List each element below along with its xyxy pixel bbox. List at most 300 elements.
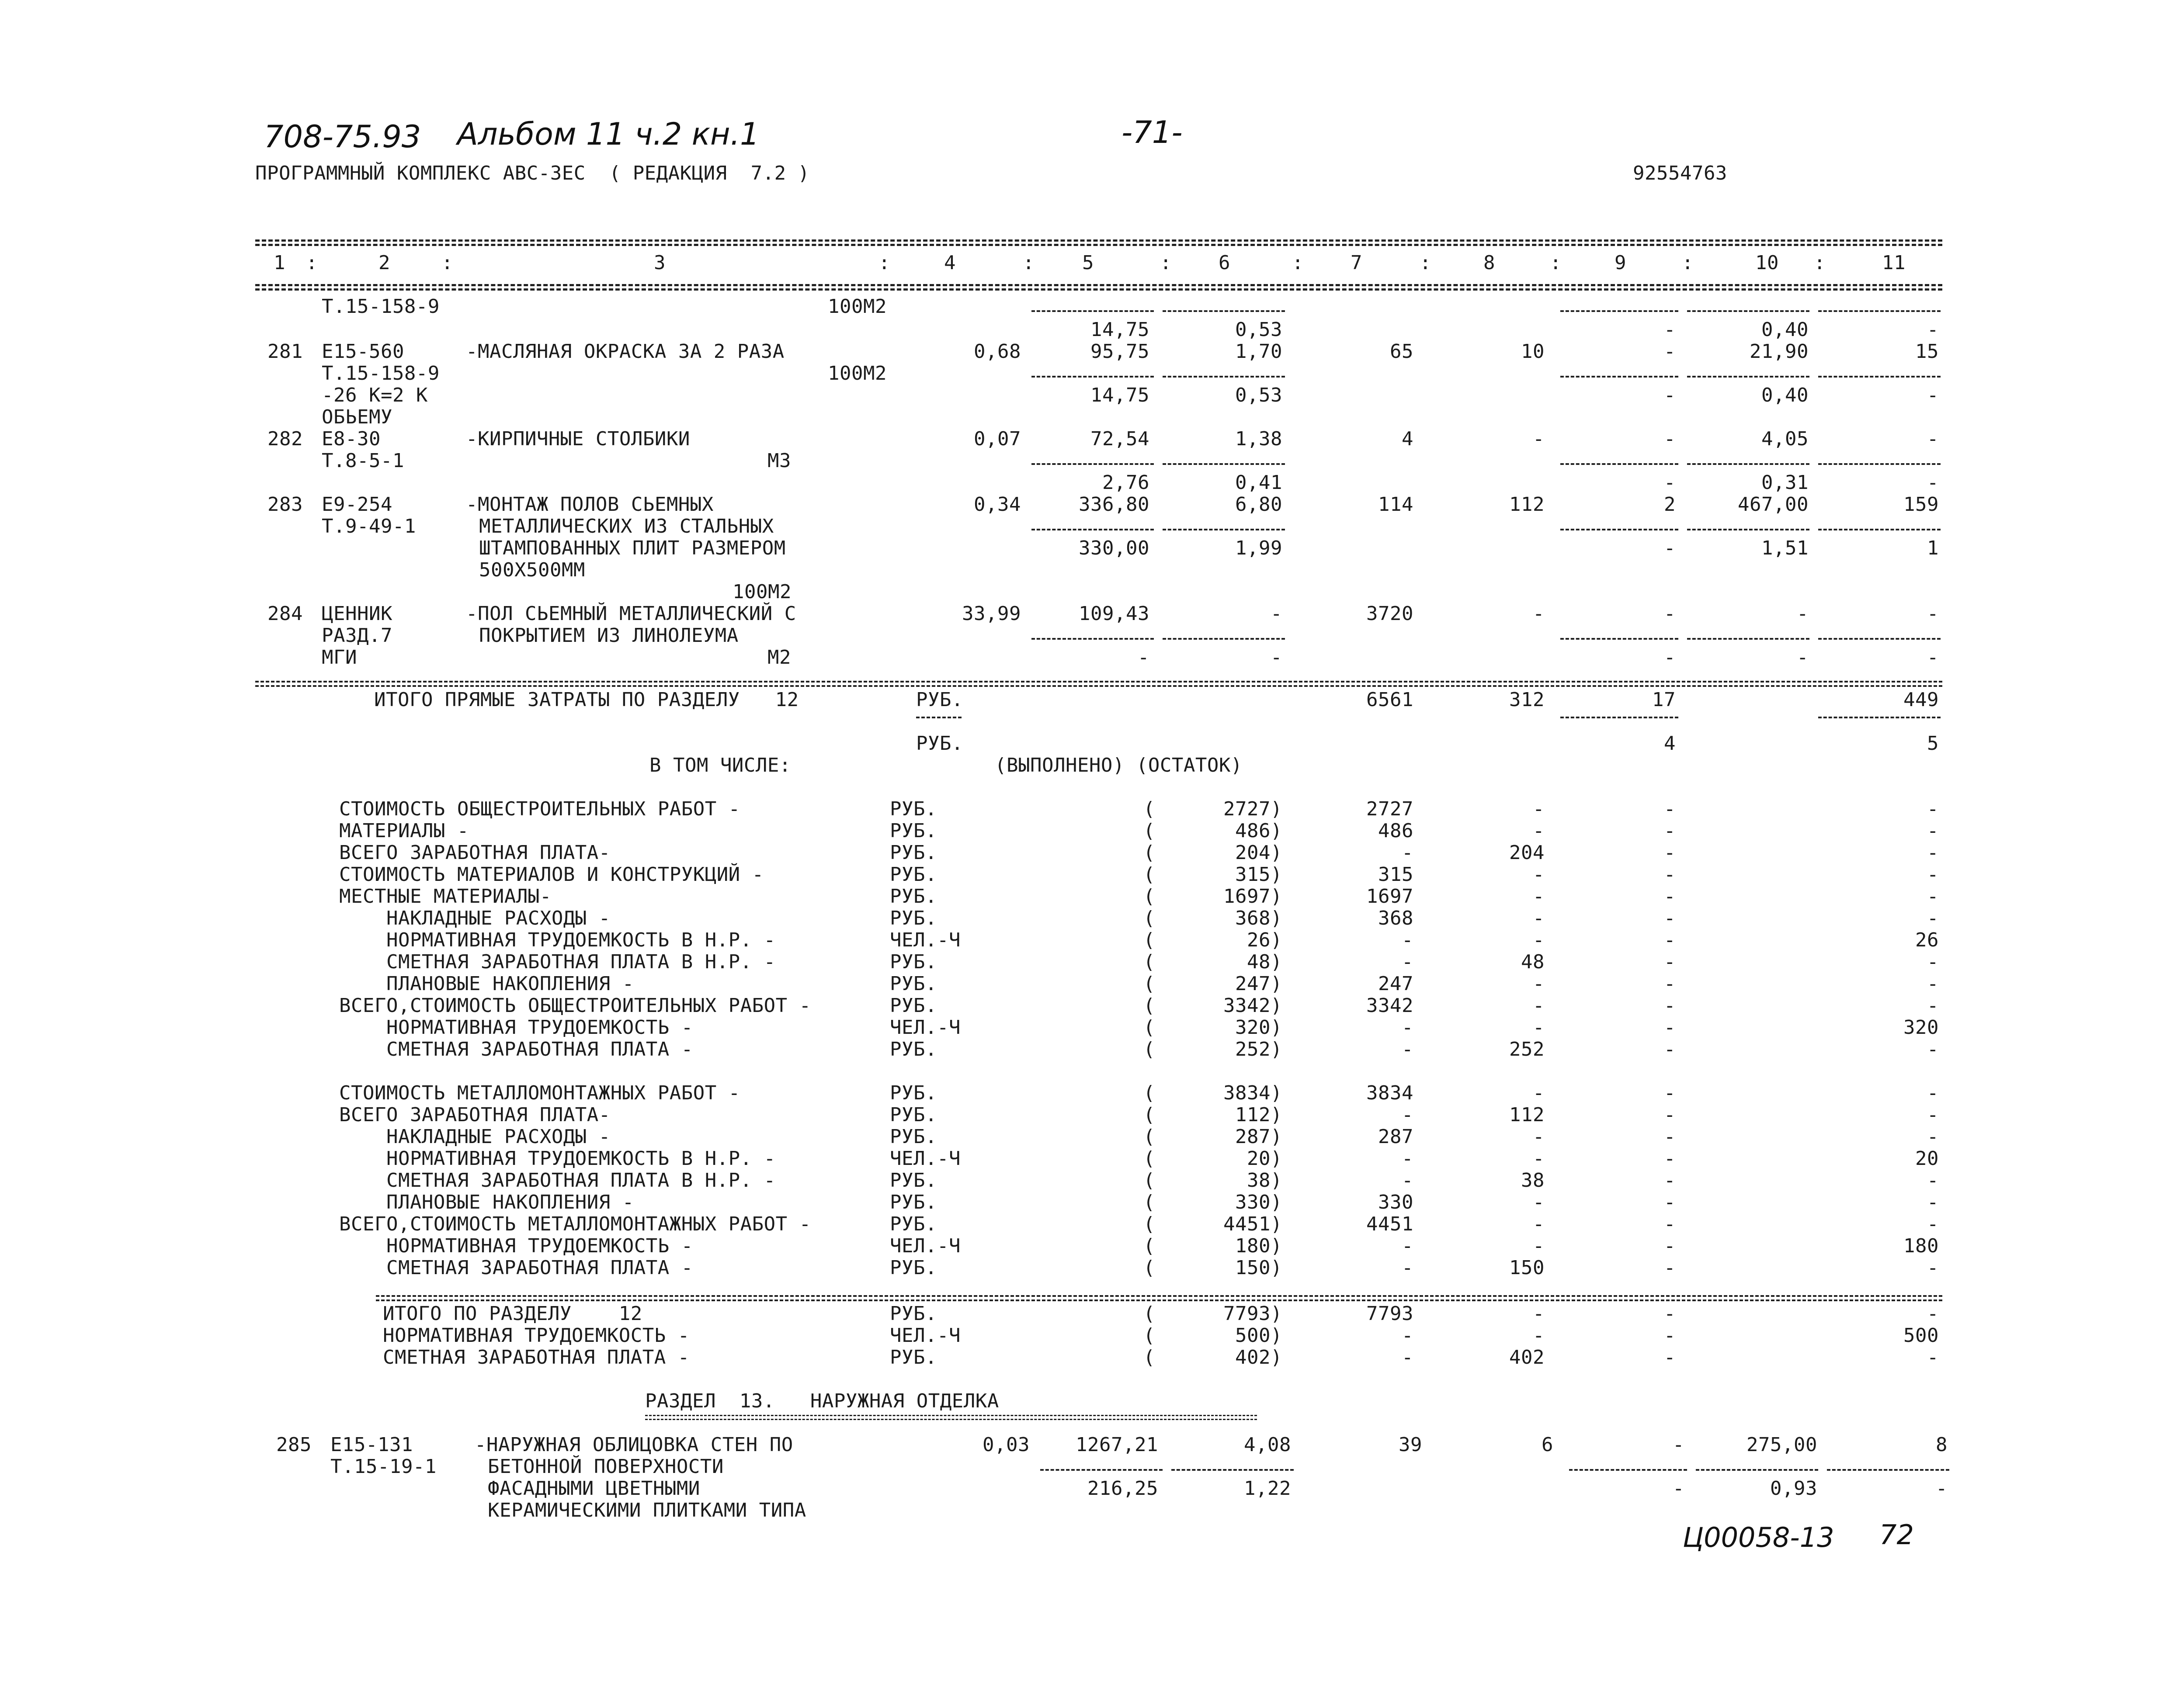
summary-done: (	[1143, 798, 1155, 820]
line-cell: 449	[1903, 689, 1939, 711]
line-cell: 216,25	[1087, 1477, 1158, 1500]
column-header: 10	[1755, 252, 1779, 274]
line-cell: РУБ.	[916, 732, 963, 755]
summary-c9: -	[1664, 1126, 1676, 1148]
line-cell: 14,75	[1090, 319, 1149, 341]
summary-done: (	[1143, 1346, 1155, 1369]
line-cell: 0,31	[1761, 471, 1809, 494]
line-cell: Т.15-158-9	[322, 295, 440, 318]
column-header: 9	[1615, 252, 1626, 274]
summary-c11: -	[1927, 951, 1939, 973]
summary-done: (	[1143, 885, 1155, 908]
summary-rest: 330)	[1235, 1191, 1282, 1213]
album-code: 708-75.93	[264, 119, 421, 155]
line-cell: 3720	[1366, 603, 1413, 625]
sub-rule	[1818, 529, 1941, 530]
sub-rule	[1031, 376, 1154, 378]
summary-label: НОРМАТИВНАЯ ТРУДОЕМКОСТЬ -	[339, 1235, 693, 1257]
summary-label: НОРМАТИВНАЯ ТРУДОЕМКОСТЬ В Н.Р. -	[339, 1147, 776, 1170]
line-cell: -	[1664, 537, 1676, 559]
line-cell: МЕТАЛЛИЧЕСКИХ ИЗ СТАЛЬНЫХ	[479, 515, 774, 537]
line-cell: 65	[1390, 340, 1413, 363]
line-cell: 336,80	[1079, 493, 1149, 516]
summary-unit: РУБ.	[890, 1257, 937, 1279]
line-cell: -	[1271, 646, 1282, 669]
summary-c9: -	[1664, 1303, 1676, 1325]
summary-c9: -	[1664, 1324, 1676, 1347]
summary-c9: -	[1664, 1191, 1676, 1213]
summary-c11: -	[1927, 798, 1939, 820]
summary-label: ВСЕГО ЗАРАБОТНАЯ ПЛАТА-	[339, 1104, 611, 1126]
summary-unit: РУБ.	[890, 1303, 937, 1325]
summary-c9: -	[1664, 885, 1676, 908]
section-total-rule	[376, 1295, 1942, 1297]
summary-c11: -	[1927, 863, 1939, 886]
line-cell: -	[1664, 646, 1676, 669]
line-cell: (ВЫПОЛНЕНО) (ОСТАТОК)	[995, 754, 1243, 776]
line-cell: 100М2	[828, 362, 887, 385]
sub-rule	[1560, 310, 1678, 312]
footer-page-mark: 72	[1879, 1519, 1914, 1551]
summary-label: СТОИМОСТЬ МЕТАЛЛОМОНТАЖНЫХ РАБОТ -	[339, 1082, 740, 1104]
summary-c7: -	[1402, 1016, 1413, 1039]
summary-unit: РУБ.	[890, 973, 937, 995]
summary-c7: 287	[1378, 1126, 1413, 1148]
summary-done: (	[1143, 842, 1155, 864]
line-cell: 0,41	[1235, 471, 1282, 494]
sub-rule	[1163, 310, 1285, 312]
summary-unit: РУБ.	[890, 1126, 937, 1148]
summary-c11: 26	[1915, 929, 1939, 951]
summary-label: ВСЕГО,СТОИМОСТЬ ОБЩЕСТРОИТЕЛЬНЫХ РАБОТ -	[339, 994, 811, 1017]
line-cell: ИТОГО ПРЯМЫЕ ЗАТРАТЫ ПО РАЗДЕЛУ 12	[374, 689, 799, 711]
summary-c7: -	[1402, 1147, 1413, 1170]
line-cell: 4	[1664, 732, 1676, 755]
summary-done: (	[1143, 1235, 1155, 1257]
line-cell: -	[1927, 428, 1939, 450]
album-title: Альбом 11 ч.2 кн.1	[457, 116, 760, 152]
section-rule	[255, 685, 1942, 687]
total-underline	[916, 717, 962, 718]
summary-label: СМЕТНАЯ ЗАРАБОТНАЯ ПЛАТА -	[383, 1346, 690, 1369]
summary-c9: -	[1664, 798, 1676, 820]
summary-rest: 48)	[1247, 951, 1282, 973]
summary-c7: 330	[1378, 1191, 1413, 1213]
summary-label: СТОИМОСТЬ ОБЩЕСТРОИТЕЛЬНЫХ РАБОТ -	[339, 798, 740, 820]
summary-c8: -	[1533, 1213, 1545, 1235]
summary-c7: -	[1402, 929, 1413, 951]
summary-c9: -	[1664, 1147, 1676, 1170]
line-cell: Т.9-49-1	[322, 515, 416, 537]
summary-c9: -	[1664, 820, 1676, 842]
column-header: 8	[1483, 252, 1495, 274]
summary-c7: -	[1402, 951, 1413, 973]
sub-rule	[1687, 376, 1809, 378]
summary-rest: 7793)	[1223, 1303, 1282, 1325]
summary-rest: 38)	[1247, 1169, 1282, 1192]
summary-c11: 20	[1915, 1147, 1939, 1170]
summary-c7: 368	[1378, 907, 1413, 929]
line-cell: -	[1797, 646, 1809, 669]
sub-rule	[1696, 1469, 1818, 1471]
program-title: ПРОГРАММНЫЙ КОМПЛЕКС АВС-3ЕС ( РЕДАКЦИЯ 7.2 )	[255, 162, 810, 184]
summary-c11: -	[1927, 885, 1939, 908]
summary-c11: -	[1927, 842, 1939, 864]
line-cell: 14,75	[1090, 384, 1149, 406]
line-cell: -	[1797, 603, 1809, 625]
line-cell: 0,53	[1235, 384, 1282, 406]
summary-rest: 368)	[1235, 907, 1282, 929]
summary-rest: 3342)	[1223, 994, 1282, 1017]
line-cell: М3	[767, 450, 791, 472]
summary-c7: 3834	[1366, 1082, 1413, 1104]
summary-label: СТОИМОСТЬ МАТЕРИАЛОВ И КОНСТРУКЦИЙ -	[339, 863, 764, 886]
summary-label: ИТОГО ПО РАЗДЕЛУ 12	[383, 1303, 642, 1325]
header-rule-top	[255, 239, 1942, 242]
summary-unit: РУБ.	[890, 863, 937, 886]
summary-done: (	[1143, 1016, 1155, 1039]
summary-c7: -	[1402, 1104, 1413, 1126]
summary-c9: -	[1664, 1082, 1676, 1104]
line-cell: ШТАМПОВАННЫХ ПЛИТ РАЗМЕРОМ	[479, 537, 786, 559]
summary-done: (	[1143, 1126, 1155, 1148]
summary-c7: 247	[1378, 973, 1413, 995]
summary-label: МАТЕРИАЛЫ -	[339, 820, 469, 842]
line-cell: 1,22	[1244, 1477, 1291, 1500]
summary-c8: -	[1533, 929, 1545, 951]
sub-rule	[1818, 638, 1941, 640]
summary-label: НАКЛАДНЫЕ РАСХОДЫ -	[339, 907, 611, 929]
line-cell: РУБ.	[916, 689, 963, 711]
summary-done: (	[1143, 1324, 1155, 1347]
summary-c9: -	[1664, 973, 1676, 995]
summary-rest: 500)	[1235, 1324, 1282, 1347]
summary-c7: -	[1402, 1038, 1413, 1060]
summary-c9: -	[1664, 1346, 1676, 1369]
summary-rest: 2727)	[1223, 798, 1282, 820]
section-title-underline	[645, 1415, 1257, 1420]
summary-c8: -	[1533, 994, 1545, 1017]
line-cell: В ТОМ ЧИСЛЕ:	[649, 754, 791, 776]
summary-c8: 402	[1509, 1346, 1545, 1369]
summary-done: (	[1143, 973, 1155, 995]
line-cell: 1267,21	[1076, 1434, 1158, 1456]
summary-c11: -	[1927, 1038, 1939, 1060]
sub-rule	[1687, 638, 1809, 640]
summary-c7: -	[1402, 1257, 1413, 1279]
line-cell: ФАСАДНЫМИ ЦВЕТНЫМИ	[488, 1477, 700, 1500]
line-cell: 275,00	[1747, 1434, 1817, 1456]
summary-c7: -	[1402, 1324, 1413, 1347]
summary-c8: 204	[1509, 842, 1545, 864]
summary-c11: -	[1927, 1303, 1939, 1325]
summary-c7: 2727	[1366, 798, 1413, 820]
summary-c7: 315	[1378, 863, 1413, 886]
summary-c9: -	[1664, 994, 1676, 1017]
summary-c9: -	[1664, 951, 1676, 973]
line-cell: 39	[1399, 1434, 1422, 1456]
summary-c8: -	[1533, 798, 1545, 820]
summary-rest: 247)	[1235, 973, 1282, 995]
summary-rest: 26)	[1247, 929, 1282, 951]
line-cell: 4,08	[1244, 1434, 1291, 1456]
section-rule	[255, 681, 1942, 683]
line-cell: 21,90	[1750, 340, 1809, 363]
summary-c8: -	[1533, 1191, 1545, 1213]
column-separator: :	[1814, 252, 1826, 274]
column-header: 3	[654, 252, 666, 274]
summary-done: (	[1143, 1303, 1155, 1325]
summary-c8: 38	[1521, 1169, 1545, 1192]
sub-rule	[1818, 310, 1941, 312]
line-cell: 17	[1652, 689, 1676, 711]
summary-unit: РУБ.	[890, 1346, 937, 1369]
sub-rule	[1163, 529, 1285, 530]
header-rule-bottom	[255, 284, 1942, 286]
summary-unit: ЧЕЛ.-Ч	[890, 1147, 961, 1170]
summary-c9: -	[1664, 1016, 1676, 1039]
sub-rule	[1031, 638, 1154, 640]
column-separator: :	[1420, 252, 1431, 274]
column-header: 2	[378, 252, 390, 274]
sub-rule	[1560, 463, 1678, 465]
summary-c8: -	[1533, 885, 1545, 908]
summary-rest: 204)	[1235, 842, 1282, 864]
summary-c9: -	[1664, 863, 1676, 886]
header-rule-bottom-2	[255, 288, 1942, 291]
summary-label: ПЛАНОВЫЕ НАКОПЛЕНИЯ -	[339, 973, 634, 995]
summary-c11: -	[1927, 1082, 1939, 1104]
summary-done: (	[1143, 907, 1155, 929]
summary-unit: РУБ.	[890, 1038, 937, 1060]
line-cell: Е8-30	[322, 428, 381, 450]
total-underline	[1818, 717, 1941, 718]
summary-unit: РУБ.	[890, 842, 937, 864]
line-cell: -НАРУЖНАЯ ОБЛИЦОВКА СТЕН ПО	[475, 1434, 793, 1456]
summary-c9: -	[1664, 1038, 1676, 1060]
sub-rule	[1040, 1469, 1163, 1471]
summary-done: (	[1143, 929, 1155, 951]
line-cell: -	[1927, 384, 1939, 406]
line-cell: 0,07	[974, 428, 1021, 450]
line-cell: 5	[1927, 732, 1939, 755]
summary-done: (	[1143, 951, 1155, 973]
summary-rest: 402)	[1235, 1346, 1282, 1369]
summary-c7: 4451	[1366, 1213, 1413, 1235]
summary-rest: 112)	[1235, 1104, 1282, 1126]
footer-stamp: Ц00058-13	[1683, 1521, 1834, 1553]
summary-c11: -	[1927, 1169, 1939, 1192]
line-cell: -	[1271, 603, 1282, 625]
summary-c7: -	[1402, 1169, 1413, 1192]
summary-c7: -	[1402, 842, 1413, 864]
summary-unit: РУБ.	[890, 951, 937, 973]
summary-rest: 150)	[1235, 1257, 1282, 1279]
summary-label: ВСЕГО ЗАРАБОТНАЯ ПЛАТА-	[339, 842, 611, 864]
summary-rest: 486)	[1235, 820, 1282, 842]
summary-c8: -	[1533, 907, 1545, 929]
summary-done: (	[1143, 1213, 1155, 1235]
line-cell: ЦЕННИК	[322, 603, 392, 625]
sub-rule	[1569, 1469, 1687, 1471]
summary-unit: РУБ.	[890, 907, 937, 929]
line-cell: 1,99	[1235, 537, 1282, 559]
column-separator: :	[1682, 252, 1694, 274]
summary-c8: -	[1533, 1126, 1545, 1148]
line-cell: Е9-254	[322, 493, 392, 516]
sub-rule	[1818, 463, 1941, 465]
summary-label: СМЕТНАЯ ЗАРАБОТНАЯ ПЛАТА В Н.Р. -	[339, 951, 776, 973]
summary-c9: -	[1664, 1104, 1676, 1126]
summary-c8: 112	[1509, 1104, 1545, 1126]
summary-unit: РУБ.	[890, 1082, 937, 1104]
sub-rule	[1031, 310, 1154, 312]
line-cell: КЕРАМИЧЕСКИМИ ПЛИТКАМИ ТИПА	[488, 1499, 806, 1521]
line-cell: 2	[1664, 493, 1676, 516]
summary-rest: 252)	[1235, 1038, 1282, 1060]
sub-rule	[1163, 463, 1285, 465]
document-number: 92554763	[1633, 162, 1727, 184]
summary-done: (	[1143, 863, 1155, 886]
summary-c7: 7793	[1366, 1303, 1413, 1325]
sub-rule	[1031, 529, 1154, 530]
line-cell: 284	[267, 603, 303, 625]
summary-label: НОРМАТИВНАЯ ТРУДОЕМКОСТЬ -	[383, 1324, 690, 1347]
page-number: -71-	[1122, 114, 1183, 150]
summary-done: (	[1143, 820, 1155, 842]
summary-unit: РУБ.	[890, 885, 937, 908]
line-cell: 500Х500ММ	[479, 559, 585, 581]
line-cell: 1,70	[1235, 340, 1282, 363]
summary-unit: ЧЕЛ.-Ч	[890, 1016, 961, 1039]
line-cell: Т.15-158-9	[322, 362, 440, 385]
line-cell: 0,34	[974, 493, 1021, 516]
line-cell: -	[1673, 1434, 1684, 1456]
summary-c7: 3342	[1366, 994, 1413, 1017]
column-header: 6	[1219, 252, 1230, 274]
column-header: 7	[1351, 252, 1362, 274]
sub-rule	[1687, 310, 1809, 312]
summary-rest: 287)	[1235, 1126, 1282, 1148]
summary-c8: 48	[1521, 951, 1545, 973]
line-cell: Т.8-5-1	[322, 450, 404, 472]
column-separator: :	[306, 252, 318, 274]
line-cell: 6	[1542, 1434, 1553, 1456]
sub-rule	[1031, 463, 1154, 465]
summary-done: (	[1143, 1038, 1155, 1060]
summary-rest: 4451)	[1223, 1213, 1282, 1235]
line-cell: -	[1936, 1477, 1948, 1500]
summary-c9: -	[1664, 907, 1676, 929]
line-cell: 10	[1521, 340, 1545, 363]
summary-unit: ЧЕЛ.-Ч	[890, 929, 961, 951]
line-cell: МГИ	[322, 646, 357, 669]
summary-rest: 3834)	[1223, 1082, 1282, 1104]
line-cell: -	[1927, 319, 1939, 341]
header-rule-top-2	[255, 244, 1942, 246]
line-cell: 114	[1378, 493, 1413, 516]
summary-c11: -	[1927, 973, 1939, 995]
line-cell: -	[1664, 340, 1676, 363]
summary-rest: 1697)	[1223, 885, 1282, 908]
summary-c11: -	[1927, 1104, 1939, 1126]
line-cell: 1,38	[1235, 428, 1282, 450]
summary-done: (	[1143, 1257, 1155, 1279]
summary-label: ПЛАНОВЫЕ НАКОПЛЕНИЯ -	[339, 1191, 634, 1213]
summary-label: МЕСТНЫЕ МАТЕРИАЛЫ-	[339, 885, 552, 908]
summary-c11: -	[1927, 1346, 1939, 1369]
summary-c9: -	[1664, 1213, 1676, 1235]
summary-c9: -	[1664, 1257, 1676, 1279]
summary-rest: 180)	[1235, 1235, 1282, 1257]
column-separator: :	[1292, 252, 1304, 274]
summary-c8: -	[1533, 1147, 1545, 1170]
line-cell: 0,68	[974, 340, 1021, 363]
line-cell: -	[1533, 428, 1545, 450]
sub-rule	[1560, 638, 1678, 640]
summary-c8: 150	[1509, 1257, 1545, 1279]
summary-c7: -	[1402, 1346, 1413, 1369]
line-cell: 2,76	[1102, 471, 1149, 494]
column-header: 1	[274, 252, 285, 274]
line-cell: 95,75	[1090, 340, 1149, 363]
summary-done: (	[1143, 994, 1155, 1017]
line-cell: 0,53	[1235, 319, 1282, 341]
column-header: 11	[1882, 252, 1906, 274]
sub-rule	[1560, 376, 1678, 378]
summary-c11: -	[1927, 1191, 1939, 1213]
summary-c8: 252	[1509, 1038, 1545, 1060]
column-header: 5	[1082, 252, 1094, 274]
line-cell: -	[1664, 319, 1676, 341]
summary-c7: 486	[1378, 820, 1413, 842]
summary-done: (	[1143, 1147, 1155, 1170]
line-cell: 33,99	[962, 603, 1021, 625]
column-separator: :	[878, 252, 890, 274]
line-cell: -	[1138, 646, 1149, 669]
summary-unit: ЧЕЛ.-Ч	[890, 1324, 961, 1347]
summary-label: ВСЕГО,СТОИМОСТЬ МЕТАЛЛОМОНТАЖНЫХ РАБОТ -	[339, 1213, 811, 1235]
summary-unit: РУБ.	[890, 1191, 937, 1213]
column-separator: :	[1550, 252, 1562, 274]
total-underline	[1560, 717, 1678, 718]
line-cell: -КИРПИЧНЫЕ СТОЛБИКИ	[466, 428, 690, 450]
line-cell: -	[1927, 646, 1939, 669]
line-cell: ПОКРЫТИЕМ ИЗ ЛИНОЛЕУМА	[479, 624, 739, 647]
summary-c8: -	[1533, 1324, 1545, 1347]
line-cell: -	[1927, 603, 1939, 625]
summary-done: (	[1143, 1082, 1155, 1104]
summary-done: (	[1143, 1169, 1155, 1192]
line-cell: 1	[1927, 537, 1939, 559]
line-cell: 15	[1915, 340, 1939, 363]
summary-c11: 320	[1903, 1016, 1939, 1039]
column-header: 4	[944, 252, 956, 274]
line-cell: 100М2	[733, 581, 792, 603]
column-separator: :	[441, 252, 453, 274]
line-cell: -МОНТАЖ ПОЛОВ СЬЕМНЫХ	[466, 493, 714, 516]
line-cell: -	[1673, 1477, 1684, 1500]
line-cell: 330,00	[1079, 537, 1149, 559]
sub-rule	[1687, 463, 1809, 465]
line-cell: 72,54	[1090, 428, 1149, 450]
line-cell: Т.15-19-1	[330, 1455, 437, 1478]
line-cell: 467,00	[1738, 493, 1809, 516]
line-cell: 285	[276, 1434, 312, 1456]
line-cell: 312	[1509, 689, 1545, 711]
summary-c8: -	[1533, 973, 1545, 995]
line-cell: 159	[1903, 493, 1939, 516]
